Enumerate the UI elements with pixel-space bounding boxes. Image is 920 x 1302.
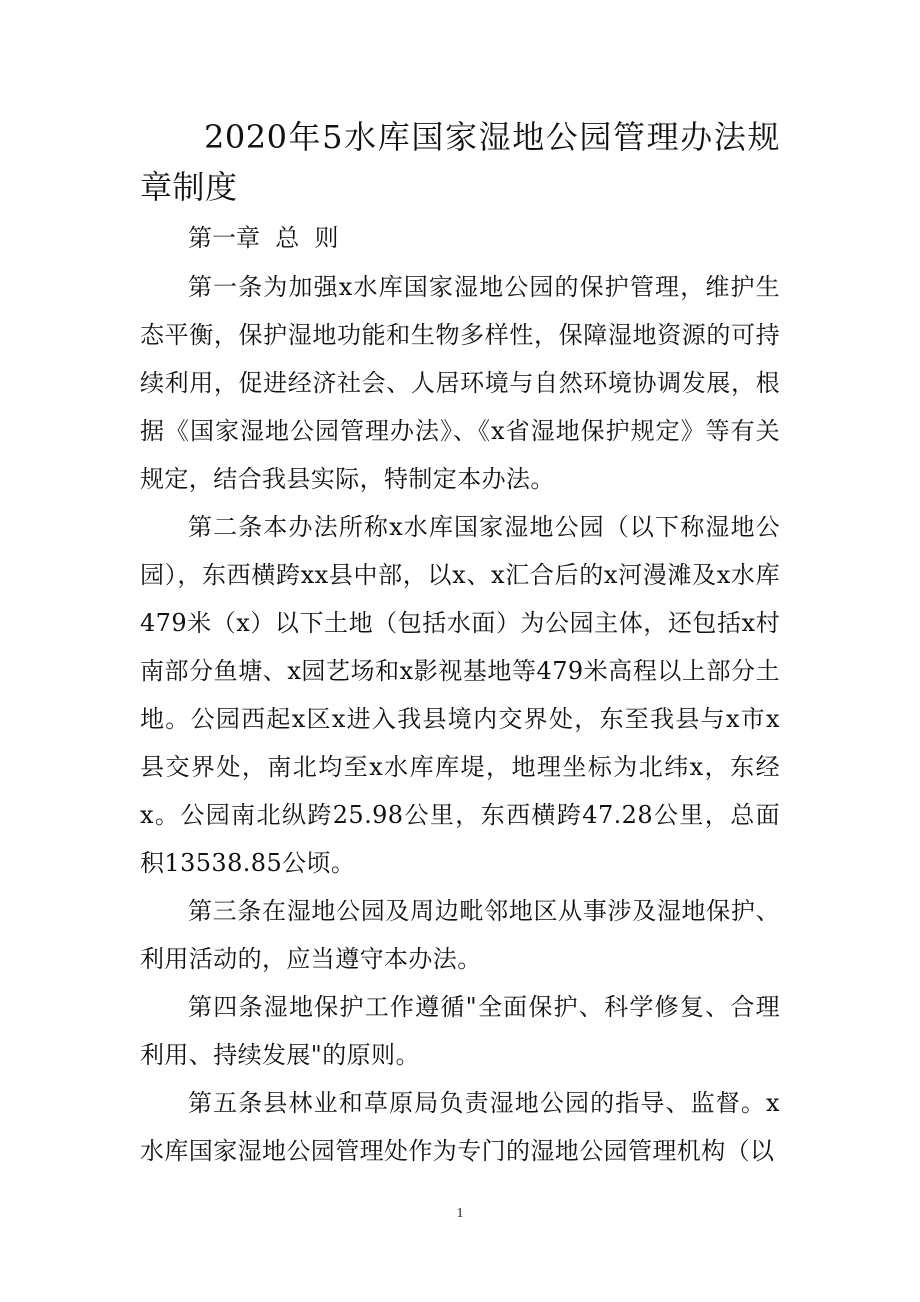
- article-paragraph-1: 第一条为加强x水库国家湿地公园的保护管理，维护生态平衡，保护湿地功能和生物多样性，保障湿地资源的可持续利用，促进经济社会、人居环境与自然环境协调发展，根据《国家湿地公园管理办法》、《x省湿地保护规定》等有关规定，结合我县实际，特制定本办法。: [140, 273, 780, 493]
- page-number: 1: [456, 1206, 464, 1221]
- article-paragraph-5: 第五条县林业和草原局负责湿地公园的指导、监督。x水库国家湿地公园管理处作为专门的湿地公园管理机构（以: [140, 1089, 780, 1165]
- article-paragraph-2: 第二条本办法所称x水库国家湿地公园（以下称湿地公园），东西横跨xx县中部，以x、x汇合后的x河漫滩及x水库479米（x）以下土地（包括水面）为公园主体，还包括x村南部分鱼塘、x园艺场和x影视基地等479米高程以上部分土地。公园西起x区x进入我县境内交界处，东至我县与x市x县交界处，南北均至x水库库堤，地理坐标为北纬x，东经x。公园南北纵跨25.98公里，东西横跨47.28公里，总面积13538.85公顷。: [140, 513, 780, 877]
- article-paragraph-3: 第三条在湿地公园及周边毗邻地区从事涉及湿地保护、利用活动的，应当遵守本办法。: [140, 897, 780, 973]
- chapter-heading: 第一章 总 则: [188, 224, 339, 252]
- document-body: [140, 112, 780, 1175]
- article-paragraph-4: 第四条湿地保护工作遵循"全面保护、科学修复、合理利用、持续发展"的原则。: [140, 993, 780, 1069]
- document-title: 2020年5水库国家湿地公园管理办法规章制度: [140, 118, 780, 206]
